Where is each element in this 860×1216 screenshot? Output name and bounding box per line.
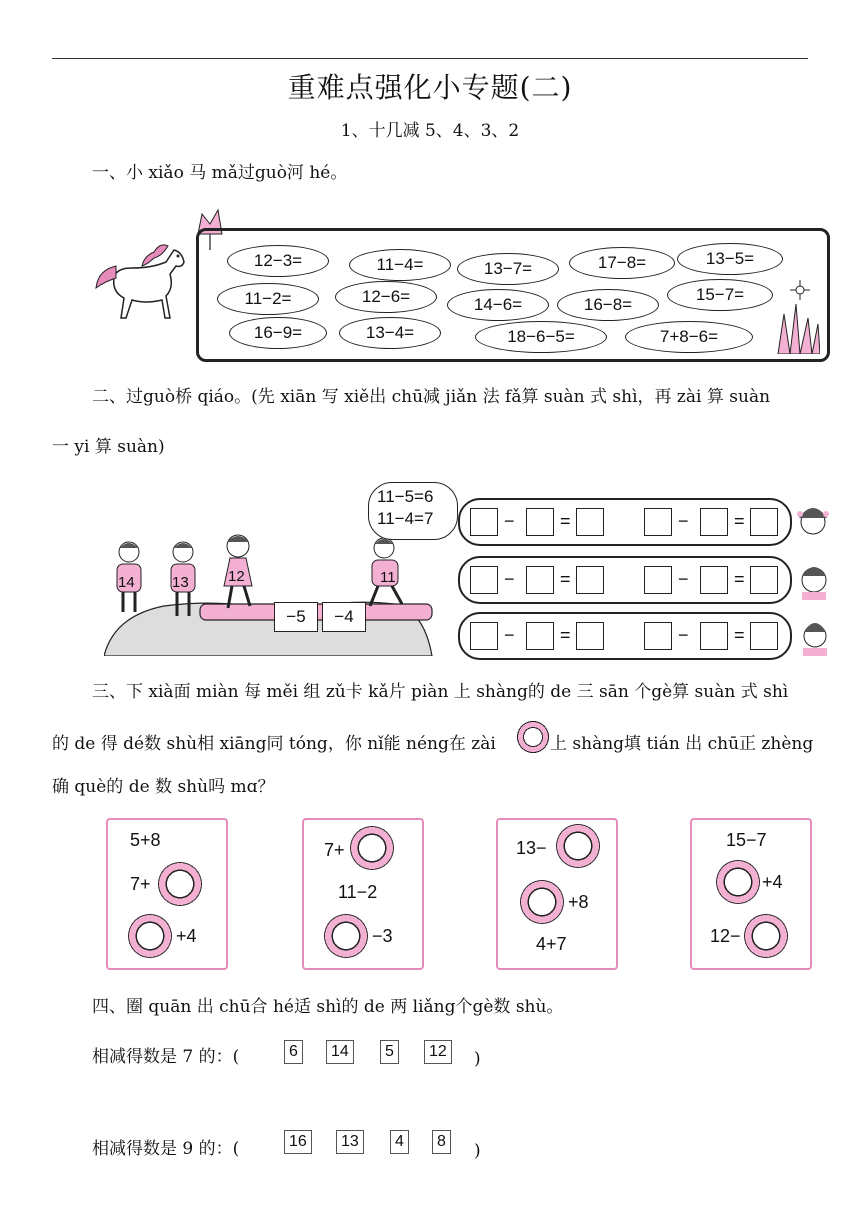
card-equation: 15−7 bbox=[726, 830, 767, 850]
kid-number: 13 bbox=[172, 574, 189, 591]
row2-close-paren: ) bbox=[474, 1141, 481, 1161]
bubble-equation: 11−5=6 bbox=[377, 487, 434, 506]
card-equation: 7+ bbox=[324, 840, 345, 860]
bridge-row bbox=[458, 498, 792, 546]
minus-sign: − bbox=[504, 569, 515, 589]
section3-instruction-line3: 确 què的 de 数 shù吗 mɑ？ bbox=[52, 777, 275, 797]
answer-box[interactable] bbox=[526, 566, 554, 594]
bubble-equation: 11−4=7 bbox=[377, 509, 434, 528]
kid-figure bbox=[166, 540, 200, 620]
answer-box[interactable] bbox=[644, 622, 672, 650]
equation-card bbox=[496, 818, 618, 970]
equals-sign: = bbox=[560, 511, 571, 531]
kid-head-icon bbox=[796, 500, 830, 540]
kid-head-icon bbox=[798, 560, 830, 600]
answer-box[interactable] bbox=[576, 508, 604, 536]
number-choice[interactable]: 5 bbox=[380, 1040, 399, 1064]
stone-equation: 13−7= bbox=[457, 253, 559, 285]
answer-box[interactable] bbox=[644, 508, 672, 536]
number-choice[interactable]: 6 bbox=[284, 1040, 303, 1064]
flower-blank-icon bbox=[516, 720, 550, 754]
card-equation: 4+7 bbox=[536, 934, 567, 954]
answer-box[interactable] bbox=[700, 566, 728, 594]
flower-blank-icon[interactable] bbox=[716, 860, 760, 904]
number-choice[interactable]: 4 bbox=[390, 1130, 409, 1154]
number-choice[interactable]: 13 bbox=[336, 1130, 364, 1154]
minus-sign: − bbox=[504, 625, 515, 645]
number-choice[interactable]: 16 bbox=[284, 1130, 312, 1154]
answer-box[interactable] bbox=[644, 566, 672, 594]
equation-card bbox=[106, 818, 228, 970]
row2-label: 相减得数是 9 的：( bbox=[92, 1139, 240, 1159]
card-equation: 13− bbox=[516, 838, 547, 858]
answer-box[interactable] bbox=[700, 622, 728, 650]
equals-sign: = bbox=[560, 569, 571, 589]
answer-box[interactable] bbox=[750, 508, 778, 536]
answer-box[interactable] bbox=[470, 622, 498, 650]
kid-figure bbox=[112, 540, 146, 614]
stone-equation: 13−5= bbox=[677, 243, 783, 275]
minus-sign: − bbox=[678, 569, 689, 589]
card-equation: 5+8 bbox=[130, 830, 161, 850]
stone-equation: 15−7= bbox=[667, 279, 773, 311]
card-equation: +8 bbox=[568, 892, 589, 912]
card-equation: +4 bbox=[176, 926, 197, 946]
section3-instruction-line2b: 上 shàng填 tián 出 chū正 zhèng bbox=[550, 734, 814, 754]
stone-equation: 13−4= bbox=[339, 317, 441, 349]
page-subtitle: 1、十几减 5、4、3、2 bbox=[340, 121, 520, 141]
row1-label: 相减得数是 7 的：( bbox=[92, 1047, 240, 1067]
stone-equation: 17−8= bbox=[569, 247, 675, 279]
equation-card bbox=[302, 818, 424, 970]
flower-blank-icon[interactable] bbox=[556, 824, 600, 868]
minus-sign: − bbox=[678, 625, 689, 645]
equation-card bbox=[690, 818, 812, 970]
answer-box[interactable] bbox=[470, 566, 498, 594]
minus-sign: − bbox=[504, 511, 515, 531]
stone-equation: 18−6−5= bbox=[475, 321, 607, 353]
answer-box[interactable] bbox=[750, 622, 778, 650]
bridge-row bbox=[458, 612, 792, 660]
kid-figure bbox=[362, 536, 410, 610]
equals-sign: = bbox=[734, 625, 745, 645]
equals-sign: = bbox=[734, 569, 745, 589]
flower-blank-icon[interactable] bbox=[128, 914, 172, 958]
stone-equation: 12−3= bbox=[227, 245, 329, 277]
bridge-row bbox=[458, 556, 792, 604]
stone-equation: 16−8= bbox=[557, 289, 659, 321]
answer-box[interactable] bbox=[576, 566, 604, 594]
equals-sign: = bbox=[560, 625, 571, 645]
plank-sign: −4 bbox=[322, 602, 366, 632]
river-log-board bbox=[196, 228, 830, 362]
section3-instruction-line1: 三、下 xià面 miàn 每 měi 组 zǔ卡 kǎ片 piàn 上 shàng的 de 三 sān 个gè算 suàn 式 shì bbox=[92, 682, 789, 702]
number-choice[interactable]: 14 bbox=[326, 1040, 354, 1064]
answer-box[interactable] bbox=[526, 508, 554, 536]
flower-blank-icon[interactable] bbox=[324, 914, 368, 958]
section2-instruction-line2: 一 yi 算 suàn) bbox=[52, 437, 165, 457]
answer-box[interactable] bbox=[470, 508, 498, 536]
flower-blank-icon[interactable] bbox=[520, 880, 564, 924]
stone-equation: 11−2= bbox=[217, 283, 319, 315]
minus-sign: − bbox=[678, 511, 689, 531]
stone-equation: 11−4= bbox=[349, 249, 451, 281]
horse-illustration bbox=[94, 240, 190, 322]
section1-heading: 一、小 xiǎo 马 mǎ过guò河 hé。 bbox=[92, 163, 348, 183]
flower-blank-icon[interactable] bbox=[158, 862, 202, 906]
answer-box[interactable] bbox=[750, 566, 778, 594]
stone-equation: 7+8−6= bbox=[625, 321, 753, 353]
card-equation: 11−2 bbox=[338, 882, 378, 902]
stone-equation: 12−6= bbox=[335, 281, 437, 313]
section4-heading: 四、圈 quān 出 chū合 hé适 shì的 de 两 liǎng个gè数 shù。 bbox=[92, 997, 564, 1017]
equals-sign: = bbox=[734, 511, 745, 531]
kid-number: 11 bbox=[380, 569, 396, 586]
card-equation: −3 bbox=[372, 926, 393, 946]
row1-close-paren: ) bbox=[474, 1049, 481, 1069]
section3-instruction-line2a: 的 de 得 dé数 shù相 xiāng同 tóng，你 nǐ能 néng在 zài bbox=[52, 734, 496, 754]
number-choice[interactable]: 12 bbox=[424, 1040, 452, 1064]
flower-blank-icon[interactable] bbox=[350, 826, 394, 870]
page-title: 重难点强化小专题(二) bbox=[287, 71, 573, 104]
top-rule bbox=[52, 58, 808, 59]
stone-equation: 14−6= bbox=[447, 289, 549, 321]
kid-number: 14 bbox=[118, 574, 135, 591]
section2-instruction-line1: 二、过guò桥 qiáo。(先 xiān 写 xiě出 chū减 jiǎn 法 fǎ算 suàn 式 shì，再 zài 算 suàn bbox=[92, 387, 771, 407]
kid-head-icon bbox=[800, 616, 830, 656]
card-equation: 7+ bbox=[130, 874, 151, 894]
number-choice[interactable]: 8 bbox=[432, 1130, 451, 1154]
plank-sign: −5 bbox=[274, 602, 318, 632]
flower-blank-icon[interactable] bbox=[744, 914, 788, 958]
answer-box[interactable] bbox=[700, 508, 728, 536]
speech-bubble bbox=[368, 482, 458, 540]
answer-box[interactable] bbox=[576, 622, 604, 650]
card-equation: +4 bbox=[762, 872, 783, 892]
stone-equation: 16−9= bbox=[229, 317, 327, 349]
answer-box[interactable] bbox=[526, 622, 554, 650]
card-equation: 12− bbox=[710, 926, 741, 946]
kid-figure bbox=[218, 532, 258, 612]
kid-number: 12 bbox=[228, 568, 245, 585]
